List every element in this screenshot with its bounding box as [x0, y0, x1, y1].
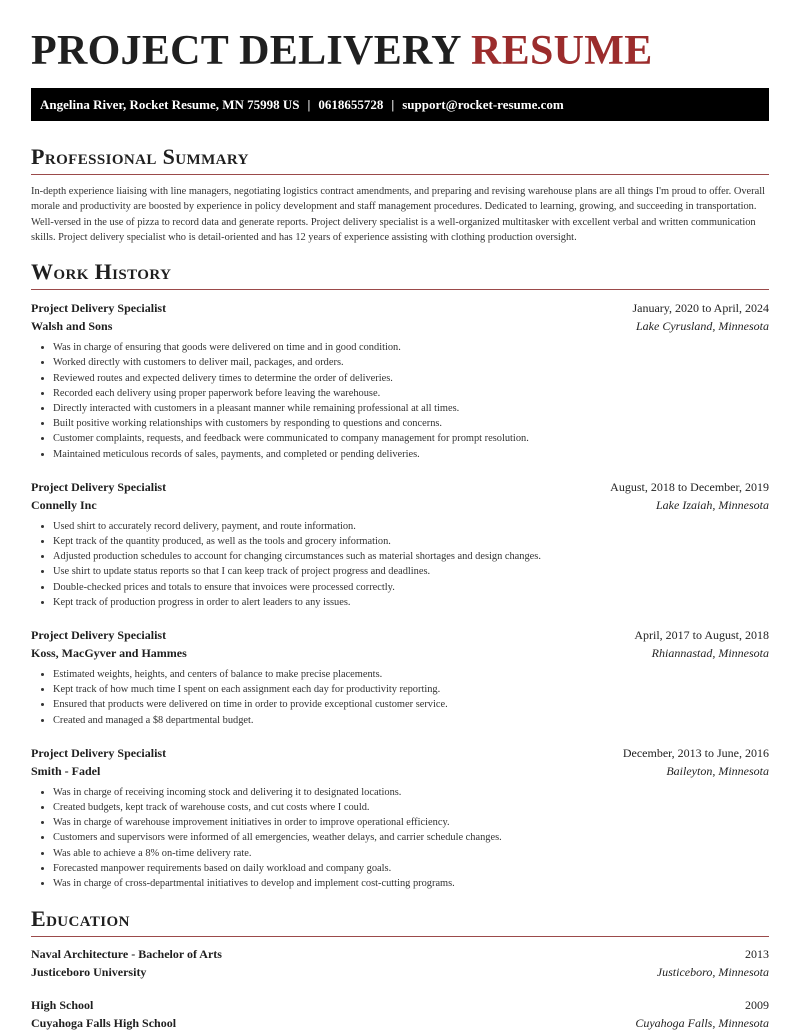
job-entry	[31, 744, 769, 891]
job-title: Project Delivery Specialist	[31, 479, 167, 494]
job-bullets	[31, 667, 769, 728]
education-year: 2013	[745, 947, 769, 962]
contact-bar	[31, 88, 769, 121]
summary-text: In-depth experience liaising with line managers, negotiating logistics contract amendments, and preparing and revising warehouse plans are all things I'm proud to offer. Overall morale and productivity are boosted by experience in policy development and staff management procedures. Dedicated to learning, growing, and succeeding in transportation. Well-versed in the use of pizza to record data and generate reports. Project delivery specialist is a well-organized multitasker with excellent verbal and written communication skills. Project delivery specialist who is detail-oriented and has 12 years of experience assisting with clothing production oversight.	[31, 186, 766, 243]
job-bullet: • Was in charge of receiving incoming stock and delivering it to designated locations.	[53, 785, 769, 800]
job-header-row	[31, 626, 769, 644]
job-header-row	[31, 478, 769, 496]
job-dates: April, 2017 to August, 2018	[634, 628, 769, 643]
education-entry	[31, 945, 769, 981]
job-location: Lake Cyrusland, Minnesota	[636, 319, 769, 334]
job-bullet: • Double-checked prices and totals to ensure that invoices were processed correctly.	[53, 580, 769, 595]
job-bullet: • Worked directly with customers to deliver mail, packages, and orders.	[53, 355, 769, 370]
job-entry	[31, 299, 769, 462]
contact-separator: |	[391, 97, 395, 112]
job-dates: January, 2020 to April, 2024	[632, 301, 769, 316]
job-bullet: • Estimated weights, heights, and centers of balance to make precise placements.	[53, 667, 769, 682]
job-bullet: • Recorded each delivery using proper paperwork before leaving the warehouse.	[53, 386, 769, 401]
education-heading: Education	[31, 906, 769, 937]
job-bullet: • Built positive working relationships with customers by responding to questions and concerns.	[53, 416, 769, 431]
contact-address: Angelina River, Rocket Resume, MN 75998 US	[40, 97, 300, 112]
education-school-row	[31, 1014, 769, 1032]
job-location: Baileyton, Minnesota	[666, 763, 769, 778]
title-accent: RESUME	[471, 28, 653, 74]
job-bullet: • Was in charge of ensuring that goods were delivered on time and in good condition.	[53, 340, 769, 355]
job-bullets	[31, 340, 769, 462]
education-location: Justiceboro, Minnesota	[656, 965, 769, 980]
job-bullet: • Created and managed a $8 departmental budget.	[53, 713, 769, 728]
education-school-row	[31, 963, 769, 981]
education-degree: High School	[31, 998, 94, 1013]
education-header-row	[31, 945, 769, 963]
education-degree: Naval Architecture - Bachelor of Arts	[31, 947, 222, 962]
resume-title	[31, 0, 769, 73]
job-title: Project Delivery Specialist	[31, 745, 167, 760]
job-location: Lake Izaiah, Minnesota	[656, 497, 769, 512]
job-bullet: • Kept track of the quantity produced, as well as the tools and grocery information.	[53, 534, 769, 549]
education-header-row	[31, 996, 769, 1014]
education-school: Justiceboro University	[31, 965, 147, 980]
job-bullet: • Use shirt to update status reports so that I can keep track of project progress and deadlines.	[53, 564, 769, 579]
job-header-row	[31, 744, 769, 762]
education-year: 2009	[745, 998, 769, 1013]
job-header-row	[31, 299, 769, 317]
job-company-row	[31, 496, 769, 514]
job-bullet: • Customers and supervisors were informed of all emergencies, weather delays, and carrier schedule changes.	[53, 830, 769, 845]
job-company-row	[31, 644, 769, 662]
job-bullet: • Created budgets, kept track of warehouse costs, and cut costs where I could.	[53, 800, 769, 815]
summary-heading: Professional Summary	[31, 144, 769, 175]
contact-email: support@rocket-resume.com	[402, 97, 564, 112]
job-bullets	[31, 785, 769, 891]
job-dates: August, 2018 to December, 2019	[610, 479, 769, 494]
education-entry	[31, 996, 769, 1032]
contact-phone: 0618655728	[318, 97, 384, 112]
education-location: Cuyahoga Falls, Minnesota	[635, 1016, 769, 1031]
job-company: Walsh and Sons	[31, 319, 113, 334]
work-history-heading: Work History	[31, 259, 769, 290]
job-title: Project Delivery Specialist	[31, 301, 167, 316]
job-company-row	[31, 762, 769, 780]
contact-separator: |	[307, 97, 311, 112]
job-bullet: • Adjusted production schedules to account for changing circumstances such as material shortages and design changes.	[53, 549, 769, 564]
job-bullet: • Kept track of production progress in order to alert leaders to any issues.	[53, 595, 769, 610]
job-company: Koss, MacGyver and Hammes	[31, 646, 187, 661]
job-bullets	[31, 519, 769, 610]
job-company-row	[31, 317, 769, 335]
job-bullet: • Ensured that products were delivered on time in order to provide exceptional customer service.	[53, 697, 769, 712]
job-entry	[31, 478, 769, 610]
job-bullet: • Forecasted manpower requirements based on daily workload and company goals.	[53, 861, 769, 876]
job-title: Project Delivery Specialist	[31, 628, 167, 643]
job-bullet: • Directly interacted with customers in a pleasant manner while remaining professional at all times.	[53, 401, 769, 416]
job-bullet: • Was in charge of warehouse improvement initiatives in order to improve operational efficiency.	[53, 815, 769, 830]
job-bullet: • Maintained meticulous records of sales, payments, and completed or pending deliveries.	[53, 447, 769, 462]
job-company: Smith - Fadel	[31, 763, 101, 778]
job-bullet: • Was able to achieve a 8% on-time delivery rate.	[53, 846, 769, 861]
job-bullet: • Reviewed routes and expected delivery times to determine the order of deliveries.	[53, 371, 769, 386]
job-bullet: • Customer complaints, requests, and feedback were communicated to company management for prompt resolution.	[53, 431, 769, 446]
job-bullet: • Used shirt to accurately record delivery, payment, and route information.	[53, 519, 769, 534]
job-dates: December, 2013 to June, 2016	[622, 745, 769, 760]
education-school: Cuyahoga Falls High School	[31, 1016, 177, 1031]
job-location: Rhiannastad, Minnesota	[651, 646, 769, 661]
job-entry	[31, 626, 769, 728]
job-bullet: • Kept track of how much time I spent on each assignment each day for productivity reporting.	[53, 682, 769, 697]
title-main: PROJECT DELIVERY	[31, 28, 461, 74]
job-company: Connelly Inc	[31, 497, 97, 512]
job-bullet: • Was in charge of cross-departmental initiatives to develop and implement cost-cutting programs.	[53, 876, 769, 891]
